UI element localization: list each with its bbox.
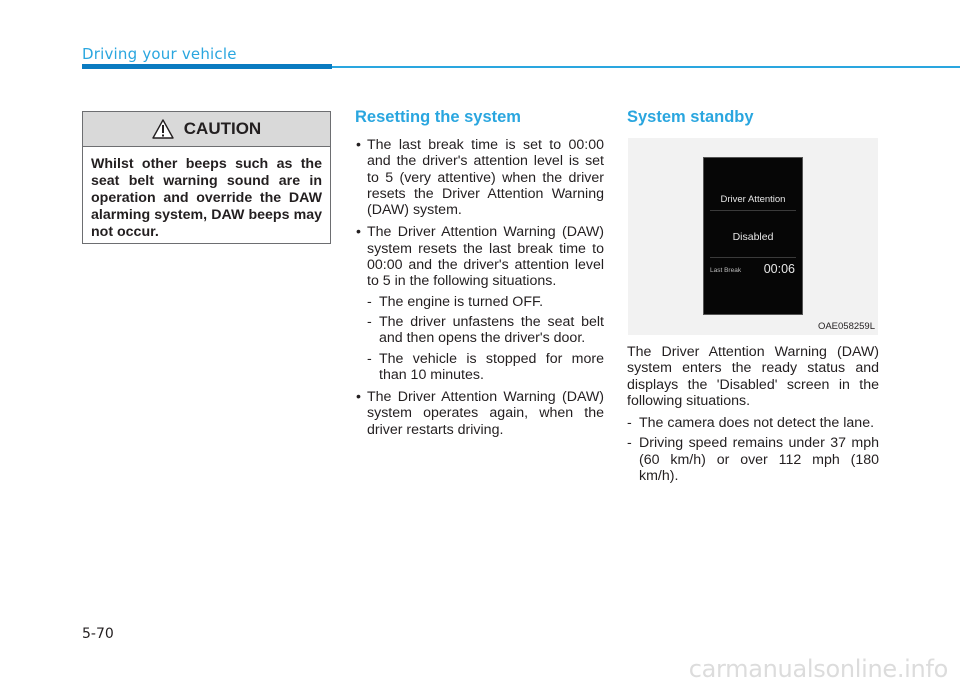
sub-list-item: - The vehicle is stopped for more than 10 minutes.: [367, 351, 604, 384]
cluster-screen: [703, 157, 803, 315]
resetting-title: Resetting the system: [355, 108, 521, 126]
sub-list-item: - The driver unfastens the seat belt and then opens the driver's door.: [367, 314, 604, 347]
list-item: [355, 389, 604, 438]
header-bar-dark: [82, 64, 332, 69]
warning-triangle-icon: [152, 119, 174, 139]
list-item-text: The last break time is set to 00:00 and the driver's attention level is set to 5 (very attentive) when the driver resets the Driver Attention Warning (DAW) system.: [367, 137, 604, 219]
sub-list: [367, 294, 604, 383]
section-header-title: Driving your vehicle: [82, 45, 237, 63]
standby-section: [627, 108, 879, 137]
screen-divider: [710, 210, 796, 211]
standby-title: System standby: [627, 108, 754, 126]
screen-divider: [710, 257, 796, 258]
sub-list-item: - The engine is turned OFF.: [367, 294, 604, 310]
resetting-list: [355, 137, 604, 438]
resetting-section: [355, 108, 604, 444]
list-item-text: The Driver Attention Warning (DAW) system resets the last break time to 00:00 and the driver's attention level to 5 in the following situations.: [367, 224, 604, 290]
sub-list: [627, 415, 879, 484]
sub-list-item: - The camera does not detect the lane.: [627, 415, 879, 431]
caution-title: CAUTION: [183, 119, 262, 138]
screen-status: Disabled: [732, 231, 774, 243]
list-item-text: The Driver Attention Warning (DAW) system operates again, when the driver restarts driving.: [367, 389, 604, 438]
caution-box: [82, 111, 331, 244]
caution-header: [83, 112, 330, 147]
header-bar-light: [332, 66, 960, 68]
page-number: 5-70: [82, 626, 114, 642]
sub-list-item: - Driving speed remains under 37 mph (60 km/h) or over 112 mph (180 km/h).: [627, 435, 879, 484]
list-item: [355, 137, 604, 218]
screen-last-break-time: 00:06: [763, 262, 795, 276]
list-item: [355, 224, 604, 383]
cluster-display-figure: [628, 138, 878, 335]
standby-intro: The Driver Attention Warning (DAW) system enters the ready status and displays the 'Disabled' screen in the following situations.: [627, 344, 879, 409]
watermark: carmanualsonline.info: [688, 655, 948, 683]
screen-last-break-label: Last Break: [710, 267, 742, 274]
standby-body: [627, 344, 879, 488]
figure-code: OAE058259L: [817, 321, 875, 332]
screen-title: Driver Attention: [720, 194, 786, 205]
caution-text: Whilst other beeps such as the seat belt warning sound are in operation and override the DAW alarming system, DAW beeps may not occur.: [91, 156, 322, 240]
